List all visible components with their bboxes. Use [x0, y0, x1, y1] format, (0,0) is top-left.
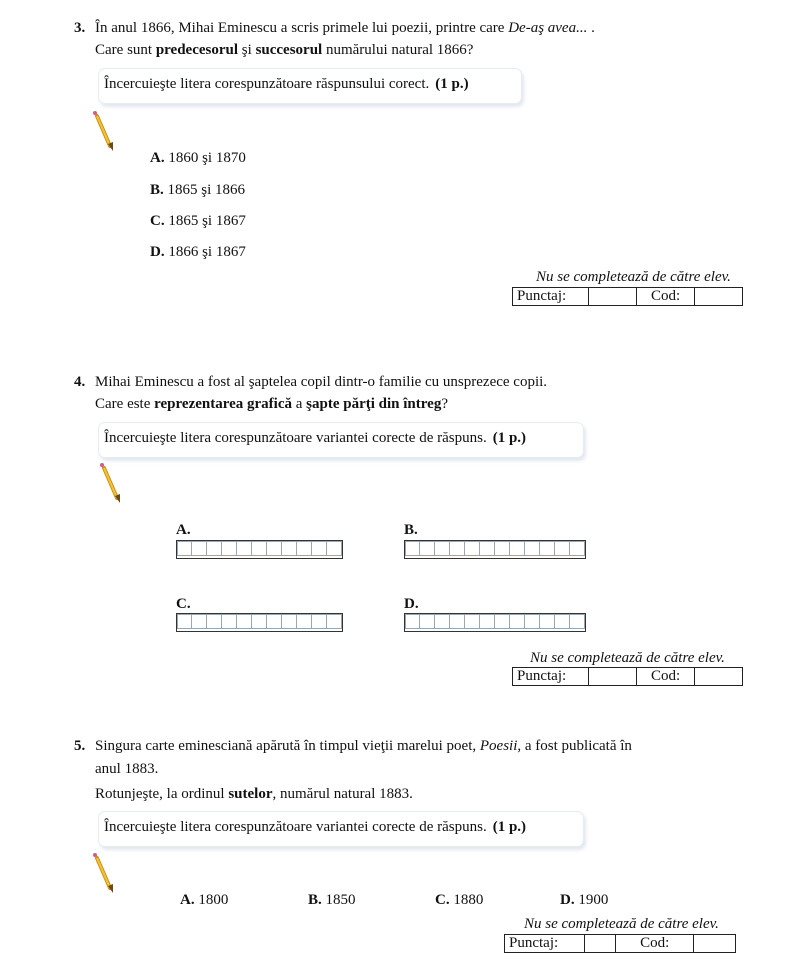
grid-cell — [510, 541, 525, 556]
grid-cell — [177, 614, 192, 629]
question-5-line-1 — [74, 738, 632, 755]
keyword: reprezentarea grafică — [154, 396, 292, 412]
answer-option-d[interactable]: D. 1866 şi 1867 — [150, 244, 246, 260]
question-3-line-2 — [95, 42, 473, 59]
grid-cell — [192, 541, 207, 556]
answer-option-a[interactable]: A. 1800 — [180, 892, 229, 908]
instruction-text: Încercuieşte litera corespunzătoare variantei corecte de răspuns. (1 p.) — [104, 819, 527, 835]
grid-cell — [540, 541, 555, 556]
fraction-grid-d[interactable] — [404, 613, 586, 632]
grid-cell — [252, 614, 267, 629]
question-text: , a fost publicată în — [517, 738, 632, 754]
score-table — [512, 667, 743, 686]
grid-cell — [420, 614, 435, 629]
grid-cell — [222, 614, 237, 629]
question-3-line-1 — [74, 20, 595, 37]
instruction-box — [98, 811, 584, 847]
cod-cell — [694, 935, 736, 953]
cod-cell — [695, 668, 743, 686]
pencil-icon — [92, 852, 114, 894]
question-5-line-3 — [95, 786, 413, 803]
answer-option-a[interactable]: A. 1860 şi 1870 — [150, 150, 246, 166]
grid-cell — [510, 614, 525, 629]
question-text: . — [587, 20, 595, 36]
question-text: a — [292, 396, 307, 412]
answer-option-c[interactable]: C. 1865 şi 1867 — [150, 213, 246, 229]
answer-option-d[interactable]: D. — [404, 596, 419, 612]
punctaj-label: Punctaj: — [513, 668, 589, 686]
keyword: şapte părţi din întreg — [306, 396, 442, 412]
grid-cell — [267, 614, 282, 629]
grid-cell — [327, 614, 342, 629]
question-text: Singura carte eminesciană apărută în timpul vieţii marelui poet, — [95, 738, 480, 754]
question-number: 5. — [74, 738, 86, 754]
grid-cell — [555, 614, 570, 629]
score-table — [504, 934, 736, 953]
grid-cell — [207, 614, 222, 629]
grid-cell — [297, 541, 312, 556]
question-4-line-2 — [95, 396, 448, 413]
grid-cell — [207, 541, 222, 556]
grid-cell — [450, 541, 465, 556]
keyword: predecesorul — [155, 42, 239, 58]
grid-cell — [237, 541, 252, 556]
cod-label: Cod: — [637, 668, 695, 686]
question-text: Care sunt — [95, 42, 156, 58]
cod-cell — [695, 288, 743, 306]
grid-cell — [222, 541, 237, 556]
score-table — [512, 287, 743, 306]
points-label: (1 p.) — [435, 76, 469, 92]
answer-option-b[interactable]: B. 1850 — [308, 892, 356, 908]
grid-cell — [405, 541, 420, 556]
grid-cell — [405, 614, 420, 629]
answer-option-d[interactable]: D. 1900 — [560, 892, 609, 908]
punctaj-cell — [589, 668, 637, 686]
question-text: şi — [238, 42, 256, 58]
grid-cell — [312, 541, 327, 556]
fraction-grid-c[interactable] — [176, 613, 343, 632]
grader-note: Nu se completează de către elev. — [536, 269, 731, 285]
question-text: ? — [441, 396, 448, 412]
question-text: numărului natural 1866? — [322, 42, 474, 58]
answer-option-b[interactable]: B. 1865 şi 1866 — [150, 182, 246, 198]
grid-cell — [282, 614, 297, 629]
question-number: 3. — [74, 20, 86, 36]
points-label: (1 p.) — [492, 430, 527, 446]
instruction-text: Încercuieşte litera corespunzătoare variantei corecte de răspuns. (1 p.) — [104, 430, 527, 446]
question-text: Care este — [95, 396, 155, 412]
grid-cell — [252, 541, 267, 556]
book-title: Poesii — [479, 738, 518, 754]
question-text: , numărul natural 1883. — [272, 786, 413, 802]
grid-cell — [480, 614, 495, 629]
grader-note: Nu se completează de către elev. — [530, 650, 725, 666]
question-text: Mihai Eminescu a fost al şaptelea copil dintr-o familie cu unsprezece copii. — [95, 374, 548, 390]
instruction-box — [98, 68, 522, 104]
grader-note: Nu se completează de către elev. — [524, 916, 719, 932]
poem-title: De-aş avea... — [508, 20, 588, 36]
grid-cell — [420, 541, 435, 556]
grid-cell — [570, 614, 585, 629]
keyword: sutelor — [228, 786, 273, 802]
answer-option-b[interactable]: B. — [404, 522, 418, 538]
question-text: Rotunjeşte, la ordinul — [95, 786, 229, 802]
grid-cell — [327, 541, 342, 556]
fraction-grid-b[interactable] — [404, 540, 586, 559]
grid-cell — [435, 541, 450, 556]
grid-cell — [480, 541, 495, 556]
answer-option-c[interactable]: C. 1880 — [435, 892, 484, 908]
punctaj-label: Punctaj: — [505, 935, 585, 953]
points-label: (1 p.) — [492, 819, 527, 835]
grid-cell — [570, 541, 585, 556]
question-5-line-2: anul 1883. — [95, 761, 159, 777]
grid-cell — [540, 614, 555, 629]
punctaj-label: Punctaj: — [513, 288, 589, 306]
grid-cell — [525, 541, 540, 556]
fraction-grid-a[interactable] — [176, 540, 343, 559]
grid-cell — [450, 614, 465, 629]
grid-cell — [465, 541, 480, 556]
question-number: 4. — [74, 374, 86, 390]
instruction-box — [98, 422, 584, 458]
question-4-line-1 — [74, 374, 547, 391]
grid-cell — [282, 541, 297, 556]
instruction-text: Încercuieşte litera corespunzătoare răspunsului corect. (1 p.) — [104, 76, 469, 92]
grid-cell — [297, 614, 312, 629]
grid-cell — [312, 614, 327, 629]
cod-label: Cod: — [616, 935, 694, 953]
answer-option-c[interactable]: C. — [176, 596, 191, 612]
grid-cell — [525, 614, 540, 629]
grid-cell — [192, 614, 207, 629]
grid-cell — [237, 614, 252, 629]
pencil-icon — [92, 110, 114, 152]
question-text: În anul 1866, Mihai Eminescu a scris primele lui poezii, printre care — [95, 20, 509, 36]
grid-cell — [555, 541, 570, 556]
grid-cell — [495, 541, 510, 556]
punctaj-cell — [589, 288, 637, 306]
grid-cell — [465, 614, 480, 629]
grid-cell — [435, 614, 450, 629]
grid-cell — [267, 541, 282, 556]
keyword: succesorul — [255, 42, 323, 58]
pencil-icon — [99, 462, 121, 504]
cod-label: Cod: — [637, 288, 695, 306]
answer-option-a[interactable]: A. — [176, 522, 191, 538]
punctaj-cell — [585, 935, 616, 953]
grid-cell — [177, 541, 192, 556]
grid-cell — [495, 614, 510, 629]
